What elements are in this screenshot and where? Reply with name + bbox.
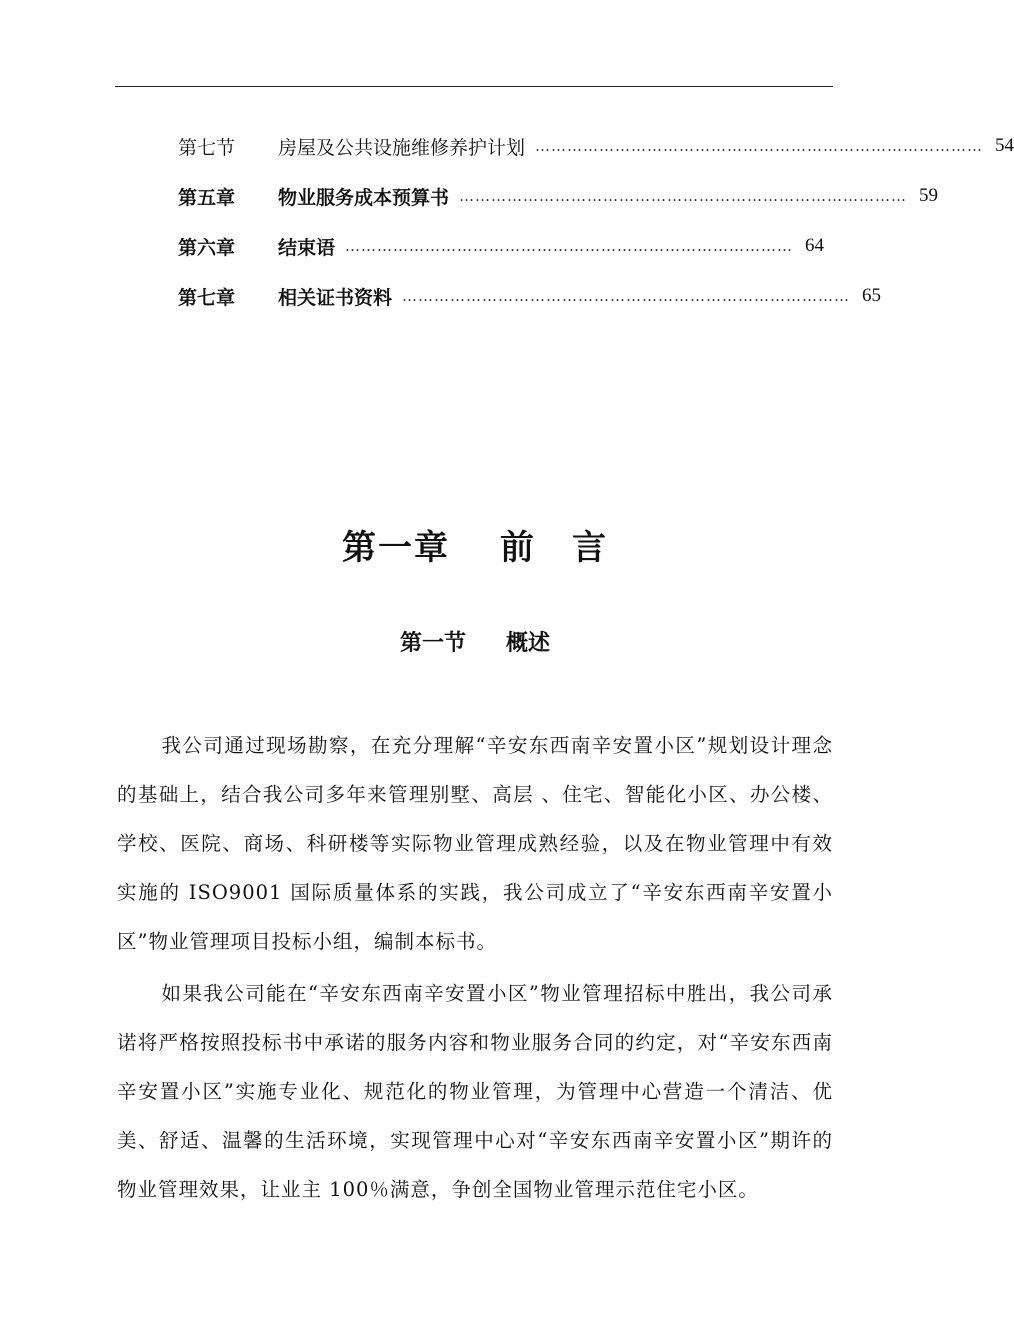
toc-entry-page: 54 xyxy=(995,135,1014,156)
chapter-heading xyxy=(0,520,950,569)
chapter-title: 前 言 xyxy=(500,528,608,568)
toc-entry-page: 64 xyxy=(805,235,825,256)
body-paragraph xyxy=(117,721,833,966)
paragraph-text: 如果我公司能在“辛安东西南辛安置小区”物业管理招标中胜出，我公司承诺将严格按照投标书中承诺的服务内容和物业服务合同的约定，对“辛安东西南辛安置小区”实施专业化、规范化的物业管理，为管理中心营造一个清洁、优美、舒适、温馨的生活环境，实现管理中心对“辛安东西南辛安置小区”期许的物业管理效果，让业主 100％满意，争创全国物业管理示范住宅小区。 xyxy=(117,982,833,1201)
toc-leader-dots: ………………………………………………………………………… xyxy=(345,237,794,255)
toc-entry-page: 59 xyxy=(919,185,939,206)
toc-entry[interactable] xyxy=(178,181,939,211)
body-paragraph xyxy=(117,969,833,1214)
toc-leader-dots: ………………………………………………………………………… xyxy=(459,187,908,205)
toc-entry-title: 物业服务成本预算书 xyxy=(278,186,450,209)
toc-entry-title: 房屋及公共设施维修养护计划 xyxy=(278,136,526,159)
header-rule xyxy=(115,86,833,87)
section-heading xyxy=(0,626,950,657)
paragraph-text: 我公司通过现场勘察，在充分理解“辛安东西南辛安置小区”规划设计理念的基础上，结合我公司多年来管理别墅、高层 、住宅、智能化小区、办公楼、学校、医院、商场、科研楼等实际物业管理成熟经验，以及在物业管理中有效实施的 ISO9001 国际质量体系的实践，我公司成立了“辛安东西南辛安置小区”物业管理项目投标小组，编制本标书。 xyxy=(117,734,833,953)
section-title: 概述 xyxy=(506,630,551,656)
toc-leader-dots: ………………………………………………………………………… xyxy=(535,137,984,155)
chapter-number: 第一章 xyxy=(342,528,450,568)
section-number: 第一节 xyxy=(399,630,466,656)
toc-leader-dots: ………………………………………………………………………… xyxy=(402,287,851,305)
toc-entry[interactable] xyxy=(178,281,882,311)
toc-entry[interactable] xyxy=(178,231,825,261)
toc-entry-label: 第五章 xyxy=(178,186,236,209)
toc-entry-label: 第六章 xyxy=(178,236,236,259)
toc-entry[interactable] xyxy=(178,131,1014,161)
toc-entry-label: 第七节 xyxy=(178,136,236,159)
toc-entry-title: 结束语 xyxy=(278,236,336,259)
toc-entry-page: 65 xyxy=(862,285,882,306)
toc-entry-label: 第七章 xyxy=(178,286,236,309)
toc-entry-title: 相关证书资料 xyxy=(278,286,393,309)
